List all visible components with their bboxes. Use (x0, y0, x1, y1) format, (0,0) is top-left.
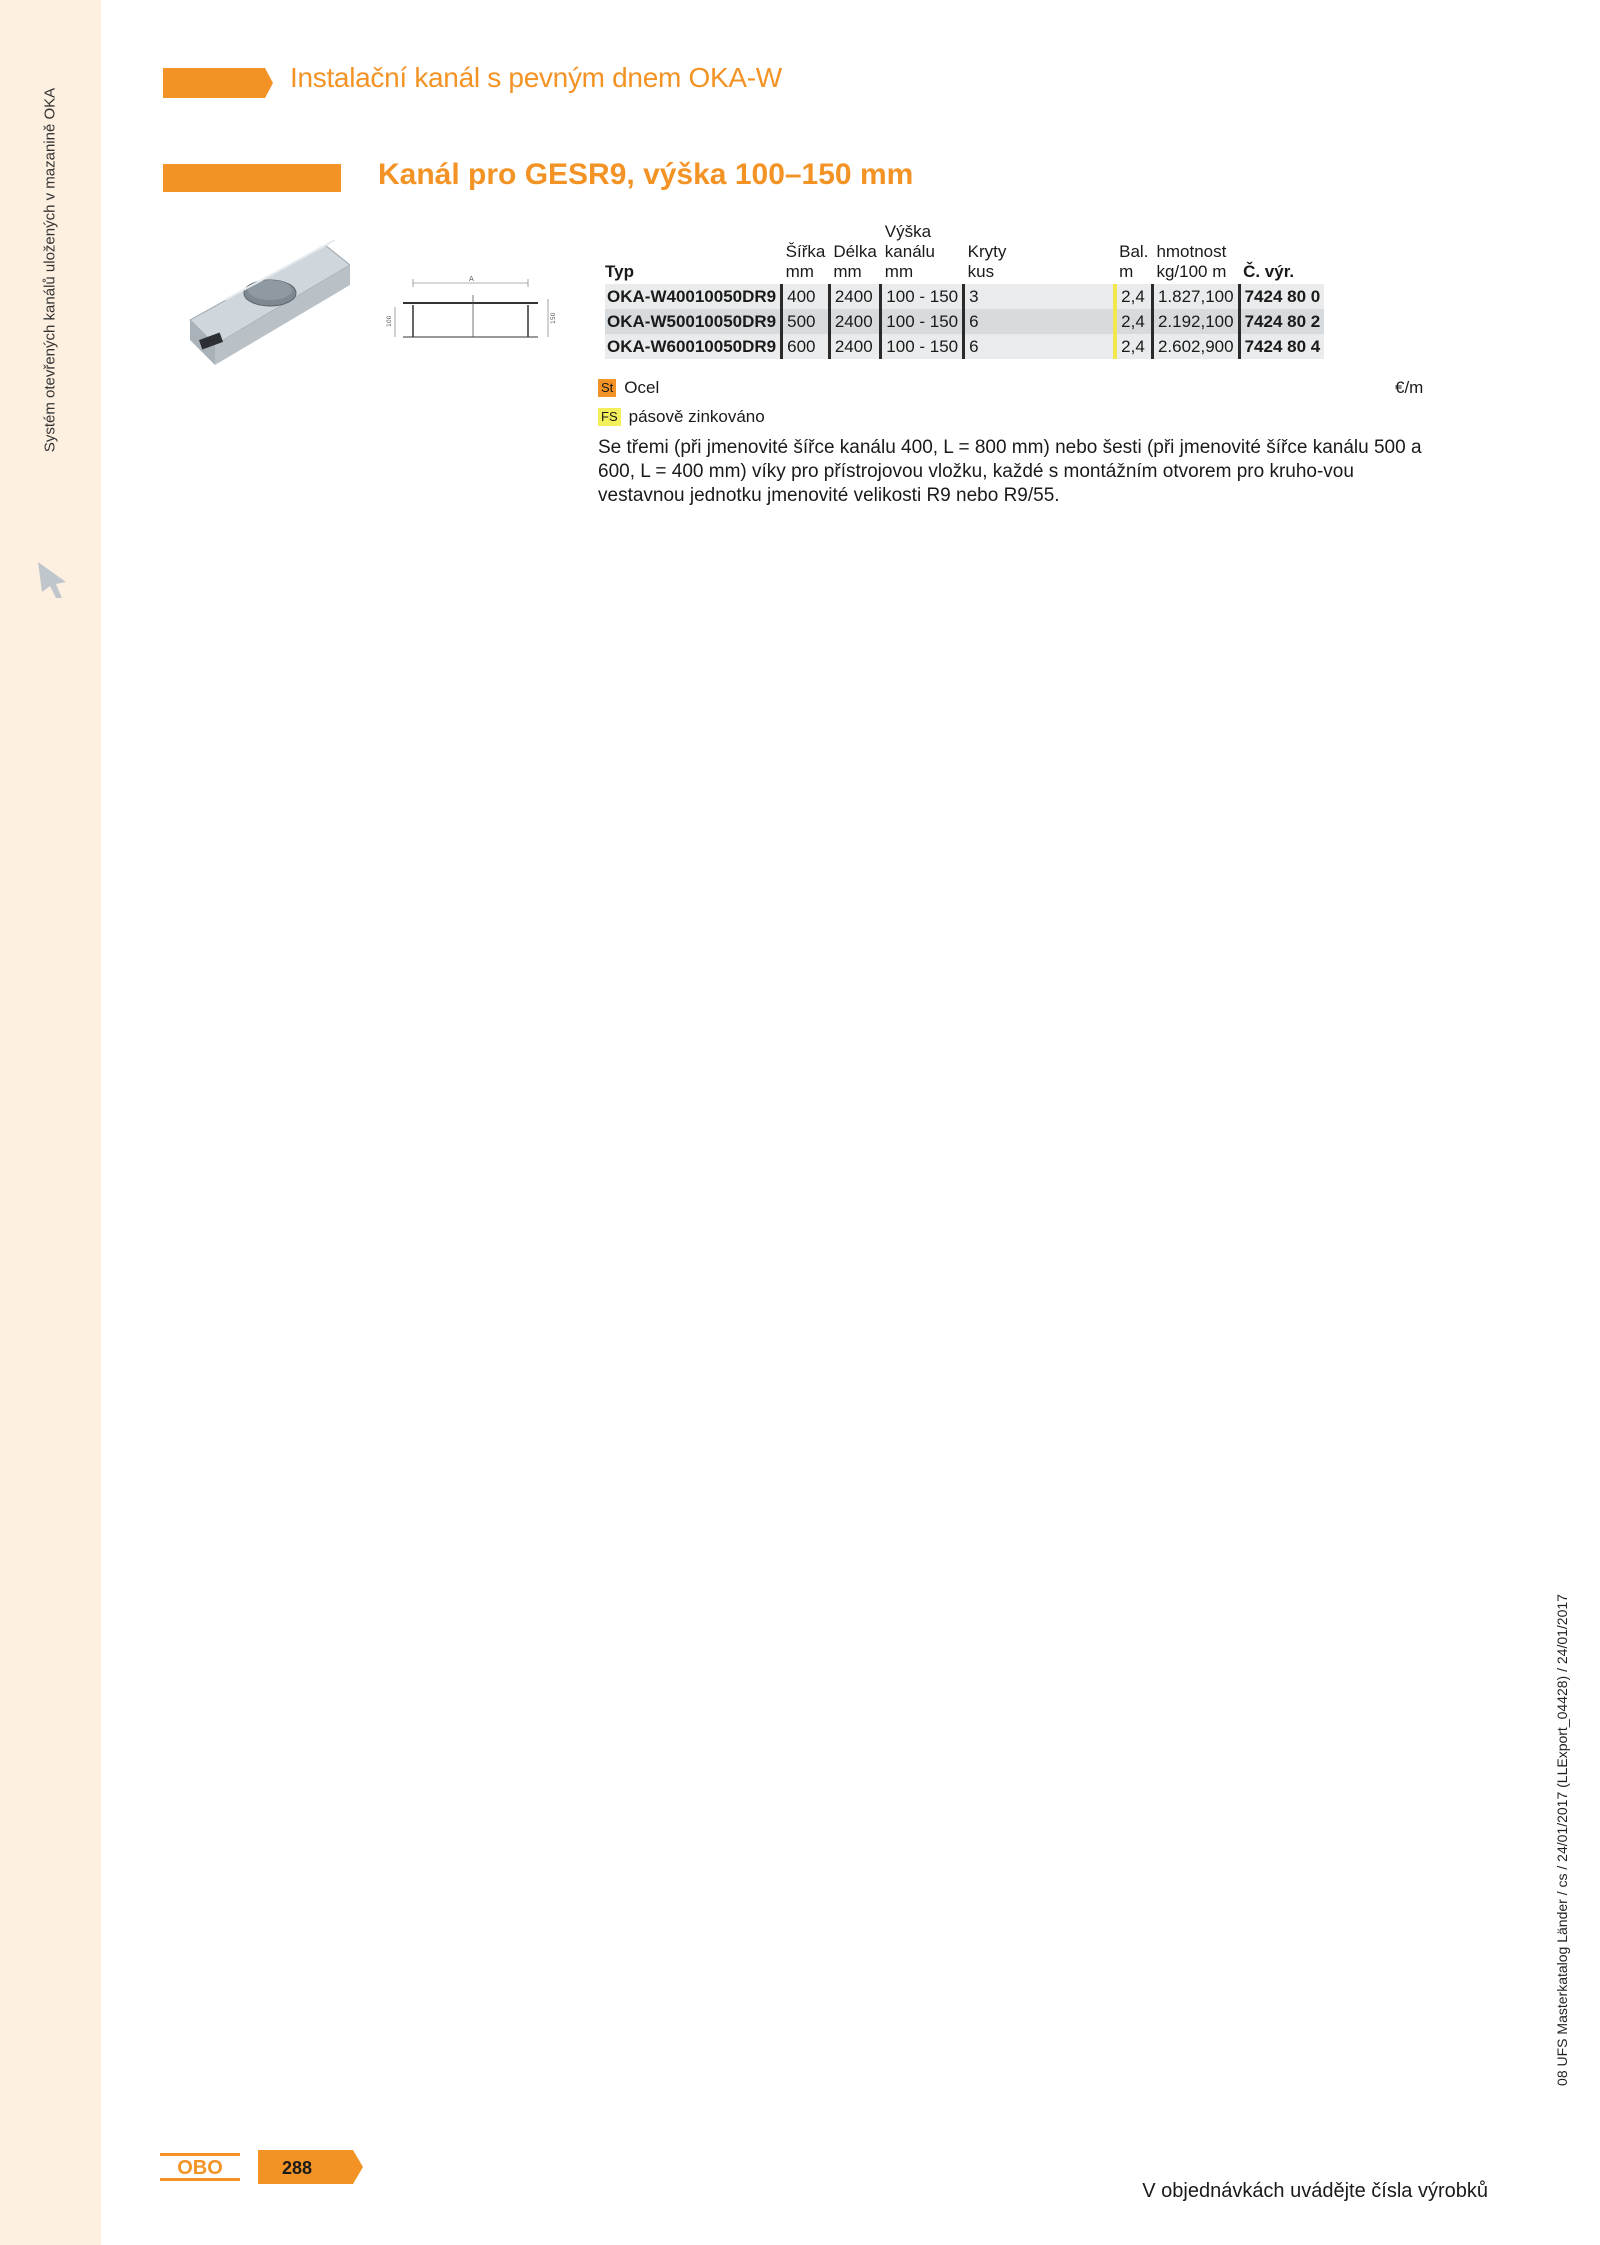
col-typ-label: Typ (605, 262, 634, 281)
cell-delka: 2400 (829, 309, 880, 334)
col-typ (605, 222, 782, 284)
material-st-label: Ocel (624, 378, 660, 397)
cell-cislo: 7424 80 2 (1239, 309, 1324, 334)
material-st-row (598, 378, 659, 398)
cell-kryty: 3 (964, 284, 1116, 309)
obo-logo-text: OBO (177, 2157, 223, 2179)
cell-delka: 2400 (829, 334, 880, 359)
col-hmotnost-label: hmotnost (1156, 242, 1227, 261)
cross-section-drawing (383, 275, 563, 345)
cell-cislo: 7424 80 0 (1239, 284, 1324, 309)
dim-100-label: 100 (386, 315, 393, 327)
cell-bal: 2,4 (1115, 284, 1152, 309)
cell-bal: 2,4 (1115, 309, 1152, 334)
section-title: Kanál pro GESR9, výška 100–150 mm (378, 158, 914, 191)
cell-typ: OKA-W50010050DR9 (605, 309, 782, 334)
cell-hmotnost: 2.192,100 (1152, 309, 1239, 334)
col-sirka (782, 222, 830, 284)
cell-kryty: 6 (964, 334, 1116, 359)
cell-hmotnost: 1.827,100 (1152, 284, 1239, 309)
page-title: Instalační kanál s pevným dnem OKA-W (290, 62, 782, 93)
cell-typ: OKA-W60010050DR9 (605, 334, 782, 359)
table-header-row (605, 222, 1324, 284)
col-delka-label: Délka (833, 242, 877, 261)
table-row (605, 334, 1324, 359)
col-bal-label: Bal. (1119, 242, 1149, 261)
footer-vertical-text: 08 UFS Masterkatalog Länder / cs / 24/01/2017 (LLExport_04428) / 24/01/2017 (1554, 1594, 1570, 2086)
material-st-badge: St (598, 379, 616, 397)
footer-note: V objednávkách uvádějte čísla výrobků (1142, 2180, 1488, 2202)
col-kryty (964, 222, 1116, 284)
col-kryty-label: Kryty (967, 242, 1007, 261)
col-sirka-label: Šířka (785, 242, 826, 261)
col-bal-unit: m (1119, 262, 1134, 281)
product-description: Se třemi (při jmenovité šířce kanálu 400, L = 800 mm) nebo šesti (při jmenovité šířce kanálu 500 a 600, L = 400 mm) víky pro přístrojovou vložku, každé s montážním otvorem pro kruho-vou vestavnou jednotku jmenovité velikosti R9 nebo R9/55. (598, 437, 1422, 506)
cell-sirka: 500 (782, 309, 830, 334)
col-delka (829, 222, 880, 284)
col-vyska-label-1: Výška (884, 222, 932, 241)
cell-bal: 2,4 (1115, 334, 1152, 359)
material-fs-badge: FS (598, 408, 621, 426)
cell-hmotnost: 2.602,900 (1152, 334, 1239, 359)
cell-cislo: 7424 80 4 (1239, 334, 1324, 359)
dim-a-label: A (469, 275, 474, 283)
table-row (605, 309, 1324, 334)
col-cislo (1239, 222, 1324, 284)
col-bal (1115, 222, 1152, 284)
cell-vyska: 100 - 150 (881, 334, 964, 359)
col-vyska-label-2: kanálu (884, 242, 935, 261)
side-vertical-text: Systém otevřených kanálů uložených v mazanině OKA (41, 87, 59, 453)
table-row (605, 284, 1324, 309)
cell-vyska: 100 - 150 (881, 284, 964, 309)
material-fs-label: pásově zinkováno (628, 407, 765, 426)
col-hmotnost (1152, 222, 1239, 284)
page-number: 288 (282, 2158, 313, 2178)
material-fs-row (598, 407, 765, 427)
currency-label: €/m (1395, 378, 1424, 397)
header-arrow-bar (163, 68, 273, 98)
col-delka-unit: mm (833, 262, 862, 281)
product-image (185, 240, 350, 380)
col-hmotnost-unit: kg/100 m (1156, 262, 1227, 281)
spec-table (605, 222, 1324, 359)
cell-sirka: 400 (782, 284, 830, 309)
dim-150-label: 150 (550, 312, 557, 324)
cell-typ: OKA-W40010050DR9 (605, 284, 782, 309)
col-cislo-label: Č. výr. (1243, 262, 1295, 281)
col-vyska-unit: mm (884, 262, 914, 281)
cell-kryty: 6 (964, 309, 1116, 334)
section-bar (163, 164, 341, 192)
cell-sirka: 600 (782, 334, 830, 359)
col-sirka-unit: mm (785, 262, 814, 281)
col-kryty-unit: kus (967, 262, 995, 281)
cell-delka: 2400 (829, 284, 880, 309)
col-vyska (881, 222, 964, 284)
obo-logo (160, 2153, 240, 2181)
cell-vyska: 100 - 150 (881, 309, 964, 334)
side-arrow-icon (36, 560, 70, 600)
